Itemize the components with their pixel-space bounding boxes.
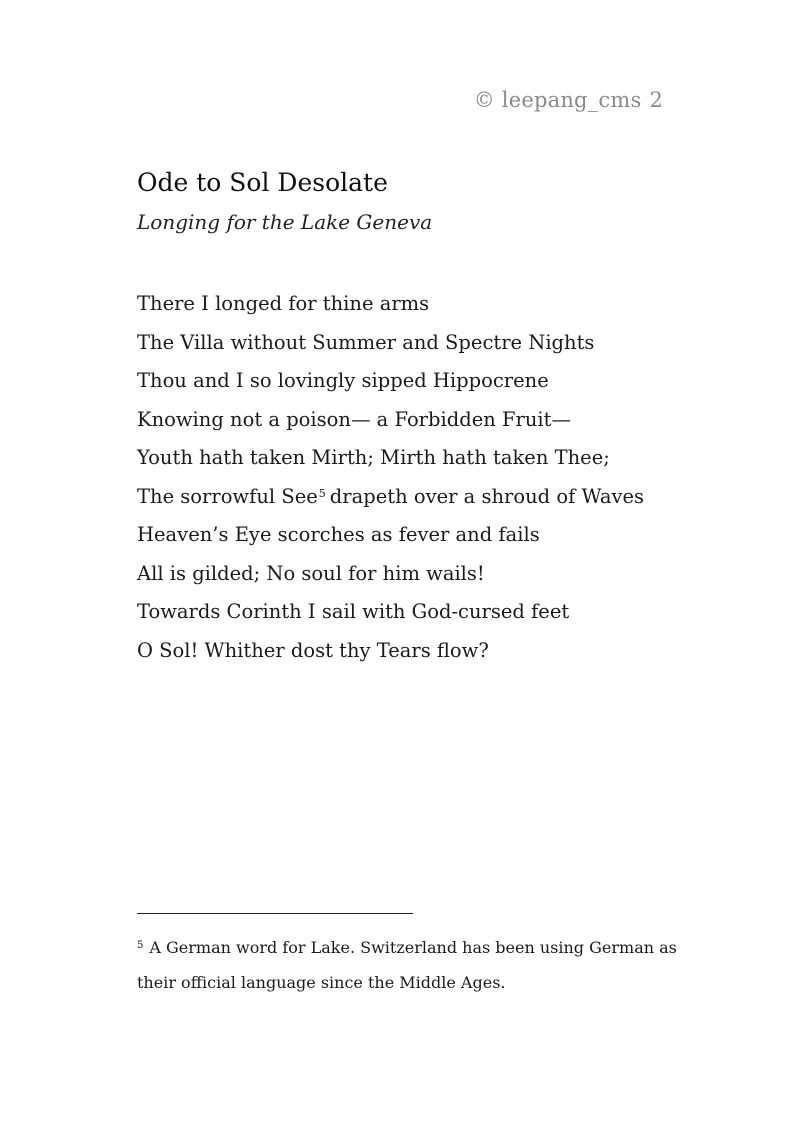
poem-line: Towards Corinth I sail with God-cursed feet	[137, 600, 570, 623]
copyright-notice: © leepang_cms	[473, 88, 642, 112]
poem-line: Thou and I so lovingly sipped Hippocrene	[137, 369, 549, 392]
poem-line-suffix: drapeth over a shroud of Waves	[329, 484, 645, 508]
poem-line: There I longed for thine arms	[137, 292, 430, 315]
footnote-text: A German word for Lake. Switzerland has been using German as their official language since the Middle Ages.	[137, 938, 677, 992]
poem-line: Youth hath taken Mirth; Mirth hath taken Thee;	[137, 446, 610, 469]
poem-subtitle: Longing for the Lake Geneva	[137, 210, 433, 234]
footnote-reference[interactable]: 5	[318, 486, 326, 500]
footnote-marker: 5	[137, 940, 144, 951]
poem-line: Heaven’s Eye scorches as fever and fails	[137, 523, 540, 546]
page-number: 2	[649, 88, 663, 112]
poem-body	[137, 285, 644, 670]
poem-line: O Sol! Whither dost thy Tears flow?	[137, 638, 489, 662]
footnote	[137, 930, 677, 1000]
poem-line: All is gilded; No soul for him wails!	[137, 561, 485, 585]
poem-line: The Villa without Summer and Spectre Nights	[137, 330, 595, 354]
poem-title: Ode to Sol Desolate	[137, 168, 388, 197]
poem-line	[137, 478, 644, 517]
poem-line-prefix: The sorrowful See	[137, 484, 318, 508]
poem-line: Knowing not a poison— a Forbidden Fruit—	[137, 407, 571, 431]
footnote-divider	[137, 913, 413, 914]
page-header	[474, 88, 663, 112]
